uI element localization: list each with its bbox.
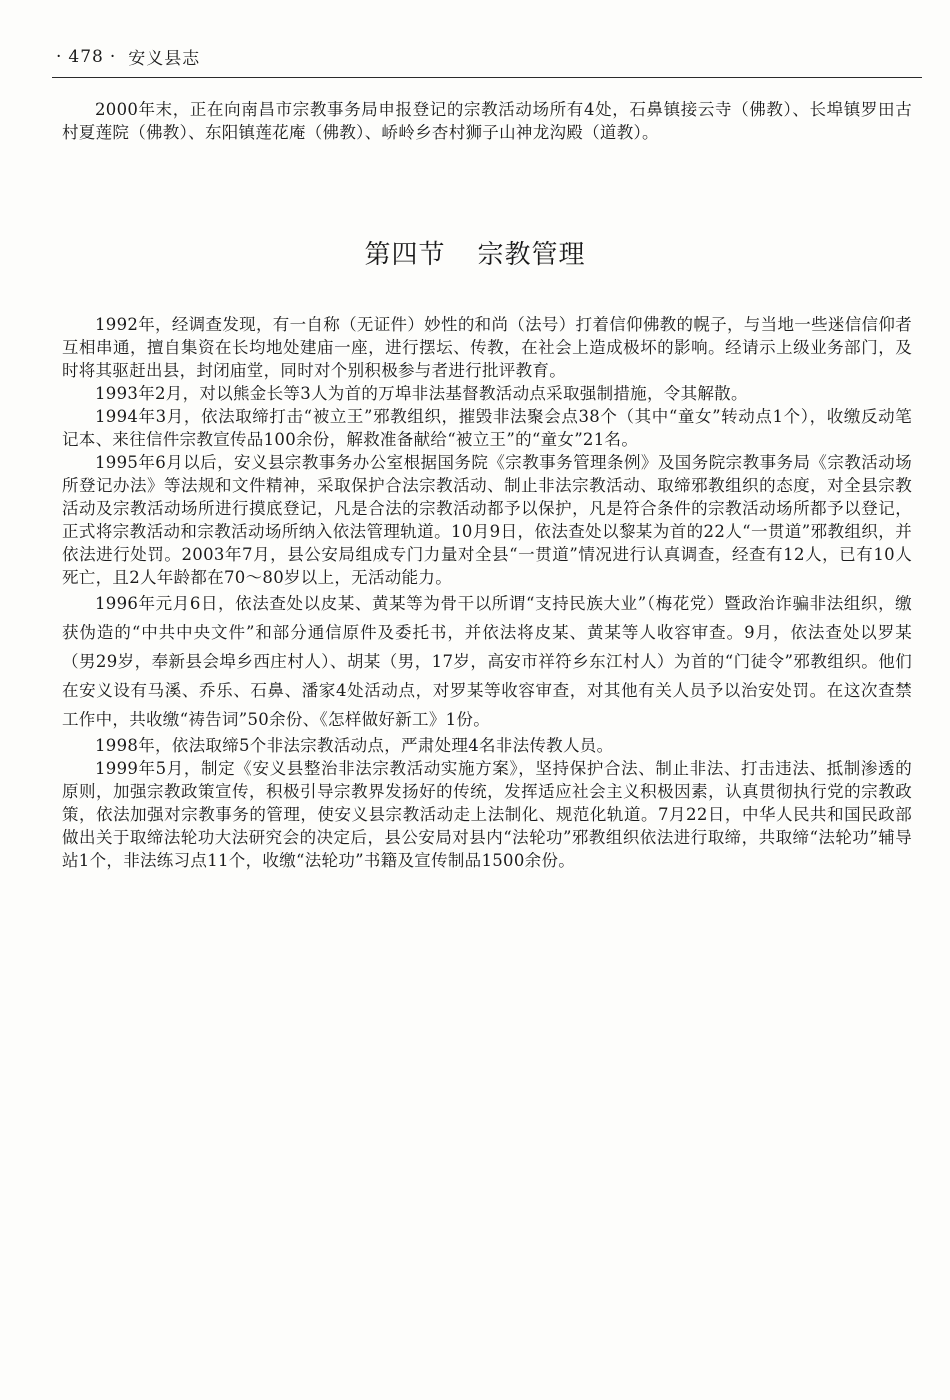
paragraph-1996: 1996年元月6日，依法查处以皮某、黄某等为骨干以所谓“支持民族大业”（梅花党）暨政治诈骗非法组织，缴获伪造的“中共中央文件”和部分通信原件及委托书，并依法将皮某、黄某等人收容审查。9月，依法查处以罗某（男29岁，奉新县会埠乡西庄村人）、胡某（男，17岁，高安市祥符乡东江村人）为首的“门徒令”邪教组织。他们在安义设有马溪、乔乐、石鼻、潘家4处活动点，对罗某等收容审查，对其他有关人员予以治安处罚。在这次查禁工作中，共收缴“祷告词”50余份、《怎样做好新工》1份。 <box>62 594 912 729</box>
section-title: 宗教管理 <box>477 239 586 270</box>
intro-text-block <box>62 98 912 144</box>
running-header <box>56 44 200 69</box>
intro-paragraph: 2000年末，正在向南昌市宗教事务局申报登记的宗教活动场所有4处，石鼻镇接云寺（佛教）、长埠镇罗田古村夏莲院（佛教）、东阳镇莲花庵（佛教）、峤岭乡杏村狮子山神龙沟殿（道教）。 <box>62 100 912 142</box>
paragraph-1999: 1999年5月，制定《安义县整治非法宗教活动实施方案》，坚持保护合法、制止非法、打击违法、抵制渗透的原则，加强宗教政策宣传，积极引导宗教界发扬好的传统，发挥适应社会主义积极因素，认真贯彻执行党的宗教政策，依法加强对宗教事务的管理，使安义县宗教活动走上法制化、规范化轨道。7月22日，中华人民共和国民政部做出关于取缔法轮功大法研究会的决定后，县公安局对县内“法轮功”邪教组织依法进行取缔，共取缔“法轮功”辅导站1个，非法练习点11个，收缴“法轮功”书籍及宣传制品1500余份。 <box>62 759 912 870</box>
header-dot-right: · <box>109 46 117 67</box>
main-text-block <box>62 313 912 872</box>
paragraph-1993: 1993年2月，对以熊金长等3人为首的万埠非法基督教活动点采取强制措施，令其解散。 <box>95 384 748 403</box>
book-title: 安义县志 <box>128 49 201 69</box>
header-dot-left: · <box>56 46 63 67</box>
section-number: 第四节 <box>364 239 446 270</box>
paragraph-1995: 1995年6月以后，安义县宗教事务办公室根据国务院《宗教事务管理条例》及国务院宗教事务局《宗教活动场所登记办法》等法规和文件精神，采取保护合法宗教活动、制止非法宗教活动、取缔邪教组织的态度，对全县宗教活动及宗教活动场所进行摸底登记，凡是合法的宗教活动都予以保护，凡是符合条件的宗教活动场所都予以登记，正式将宗教活动和宗教活动场所纳入依法管理轨道。10月9日，依法查处以黎某为首的22人“一贯道”邪教组织，并依法进行处罚。2003年7月，县公安局组成专门力量对全县“一贯道”情况进行认真调查，经查有12人，已有10人死亡，且2人年龄都在70～80岁以上，无活动能力。 <box>62 453 912 587</box>
paragraph-1994: 1994年3月，依法取缔打击“被立王”邪教组织，摧毁非法聚会点38个（其中“童女”转动点1个），收缴反动笔记本、来往信件宗教宣传品100余份，解救准备献给“被立王”的“童女”21名。 <box>62 407 912 449</box>
paragraph-1992: 1992年，经调查发现，有一自称（无证件）妙性的和尚（法号）打着信仰佛教的幌子，与当地一些迷信信仰者互相串通，擅自集资在长均地处建庙一座，进行摆坛、传教，在社会上造成极坏的影响。经请示上级业务部门，及时将其驱赶出县，封闭庙堂，同时对个别积极参与者进行批评教育。 <box>62 315 912 380</box>
header-rule <box>52 77 922 78</box>
paragraph-1998: 1998年，依法取缔5个非法宗教活动点，严肃处理4名非法传教人员。 <box>95 736 614 755</box>
page-number: 478 <box>68 46 104 67</box>
section-heading <box>0 234 950 271</box>
